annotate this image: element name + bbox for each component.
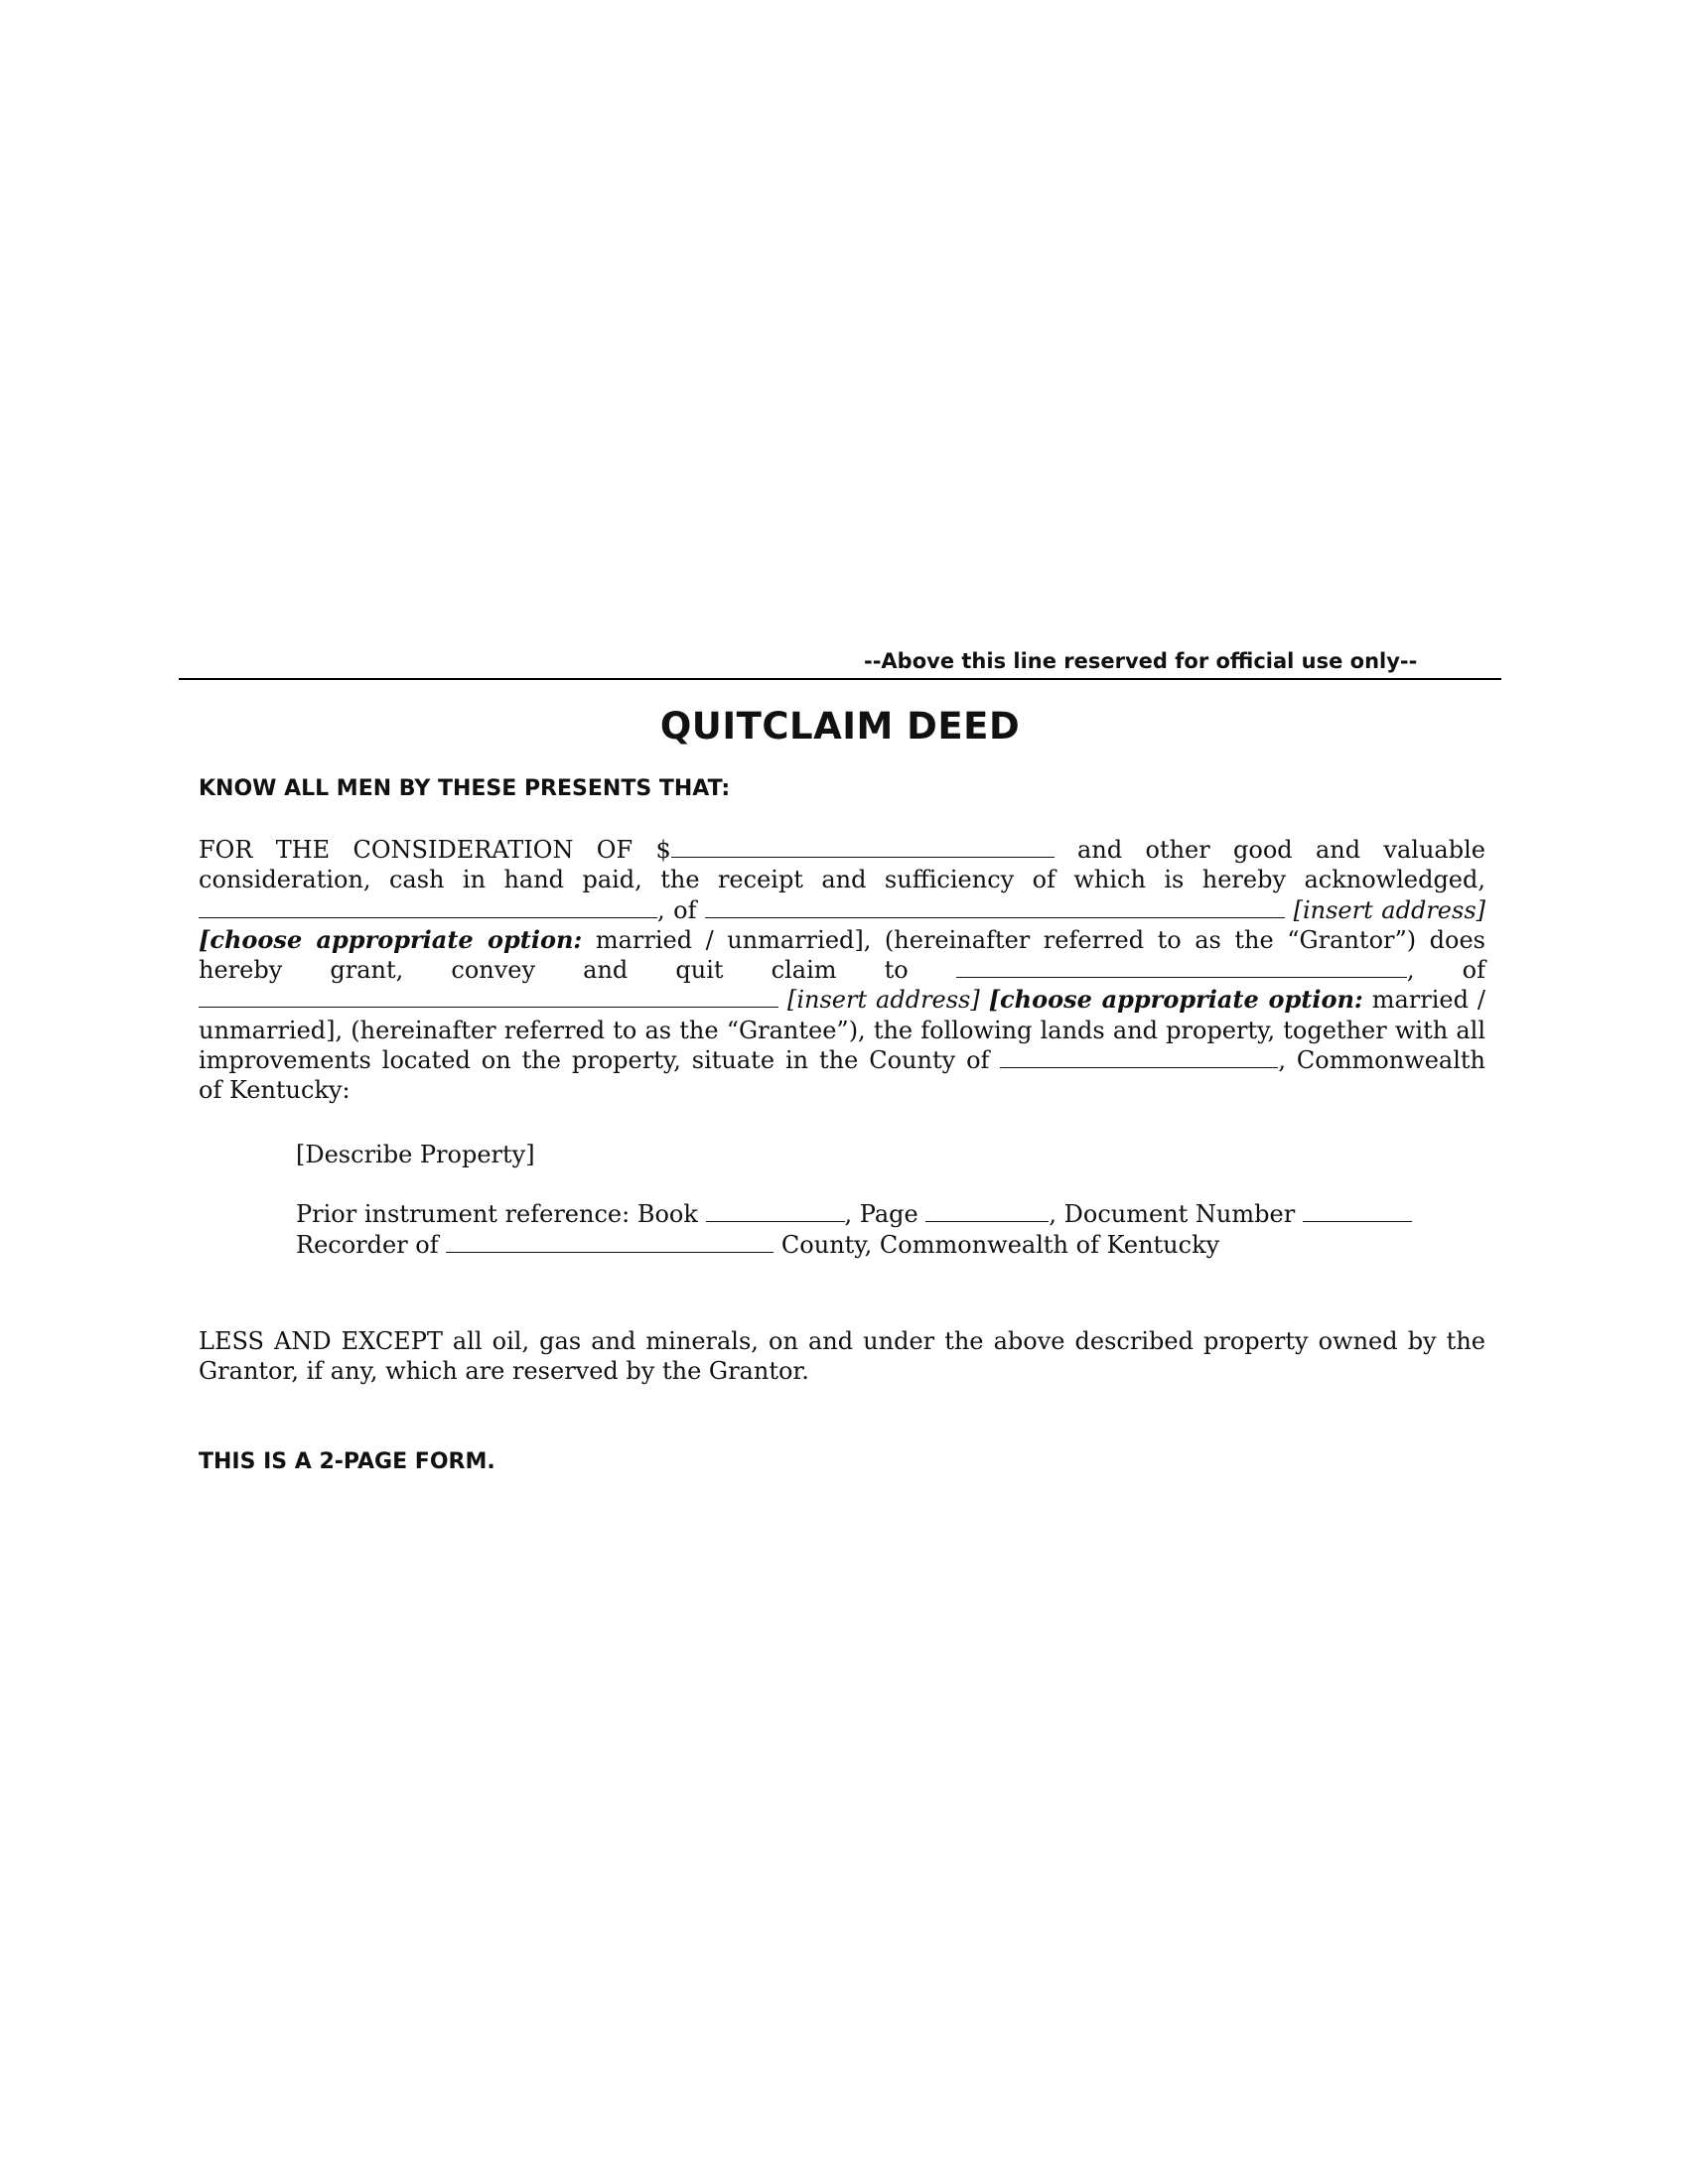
consideration-line-6 [199, 985, 1485, 1015]
reserved-divider-line [179, 678, 1501, 680]
grantee-option-text: married / [1371, 986, 1485, 1015]
book-label: Prior instrument reference: Book [296, 1200, 698, 1228]
consideration-line-3 [199, 895, 1485, 925]
less-except-paragraph [199, 1326, 1485, 1387]
consideration-text: and other good and valuable [1077, 836, 1485, 864]
prior-instrument-line-2 [296, 1230, 1412, 1261]
document-number-label: , Document Number [1049, 1200, 1296, 1228]
consideration-line-2: consideration, cash in hand paid, the receipt and sufficiency of which is hereby acknowledged, [199, 866, 1485, 894]
less-except-line-2: Grantor, if any, which are reserved by the Grantor. [199, 1357, 809, 1386]
grantor-address-placeholder: [insert address] [1293, 895, 1485, 924]
consideration-line-1 [199, 835, 1485, 865]
grantee-address-placeholder: [insert address] [786, 986, 980, 1015]
consideration-line-5 [199, 955, 1485, 985]
consideration-label: FOR THE CONSIDERATION OF $ [199, 836, 671, 864]
recorder-county-text: County, Commonwealth of Kentucky [780, 1231, 1220, 1259]
consideration-amount-blank [671, 837, 1055, 858]
book-blank [706, 1201, 845, 1222]
consideration-paragraph [199, 835, 1485, 1106]
county-blank [1000, 1047, 1278, 1068]
consideration-line-8 [199, 1045, 1485, 1075]
document-title: QUITCLAIM DEED [659, 705, 1021, 748]
grantee-name-blank [956, 957, 1407, 978]
page-blank [925, 1201, 1049, 1222]
document-number-blank [1303, 1201, 1412, 1222]
commonwealth-text: , Commonwealth [1278, 1046, 1485, 1075]
grantor-of-text: , of [657, 895, 697, 924]
page-label: , Page [844, 1200, 918, 1228]
page-count-note: THIS IS A 2-PAGE FORM. [199, 1449, 495, 1474]
recorder-label: Recorder of [296, 1231, 439, 1259]
intro-heading: KNOW ALL MEN BY THESE PRESENTS THAT: [199, 776, 731, 801]
grant-convey-text: hereby grant, convey and quit claim to [199, 956, 909, 985]
grantee-comma: , [1406, 956, 1415, 985]
grantee-of-text: of [1462, 956, 1485, 985]
reserved-use-note: --Above this line reserved for official use only-- [864, 649, 1418, 673]
grantor-option-text: married / unmarried], (hereinafter referred to as the “Grantor”) does [595, 925, 1485, 954]
less-except-line-1: LESS AND EXCEPT all oil, gas and minerals, on and under the above described property owned by the [199, 1327, 1485, 1355]
consideration-line-7: unmarried], (hereinafter referred to as the “Grantee”), the following lands and property, together with all [199, 1016, 1485, 1044]
grantee-option-prompt: [choose appropriate option: [988, 985, 1363, 1015]
describe-property: [Describe Property] [296, 1141, 535, 1168]
recorder-county-blank [446, 1232, 774, 1253]
grantee-address-blank [199, 987, 778, 1008]
grantor-option-prompt: [choose appropriate option: [199, 924, 583, 954]
county-label: improvements located on the property, situate in the County of [199, 1046, 990, 1075]
consideration-line-4 [199, 925, 1485, 955]
grantor-name-blank [199, 897, 657, 918]
grantor-address-blank [705, 897, 1285, 918]
prior-instrument-reference [296, 1199, 1412, 1261]
prior-instrument-line-1 [296, 1199, 1412, 1230]
consideration-line-9: of Kentucky: [199, 1076, 351, 1105]
